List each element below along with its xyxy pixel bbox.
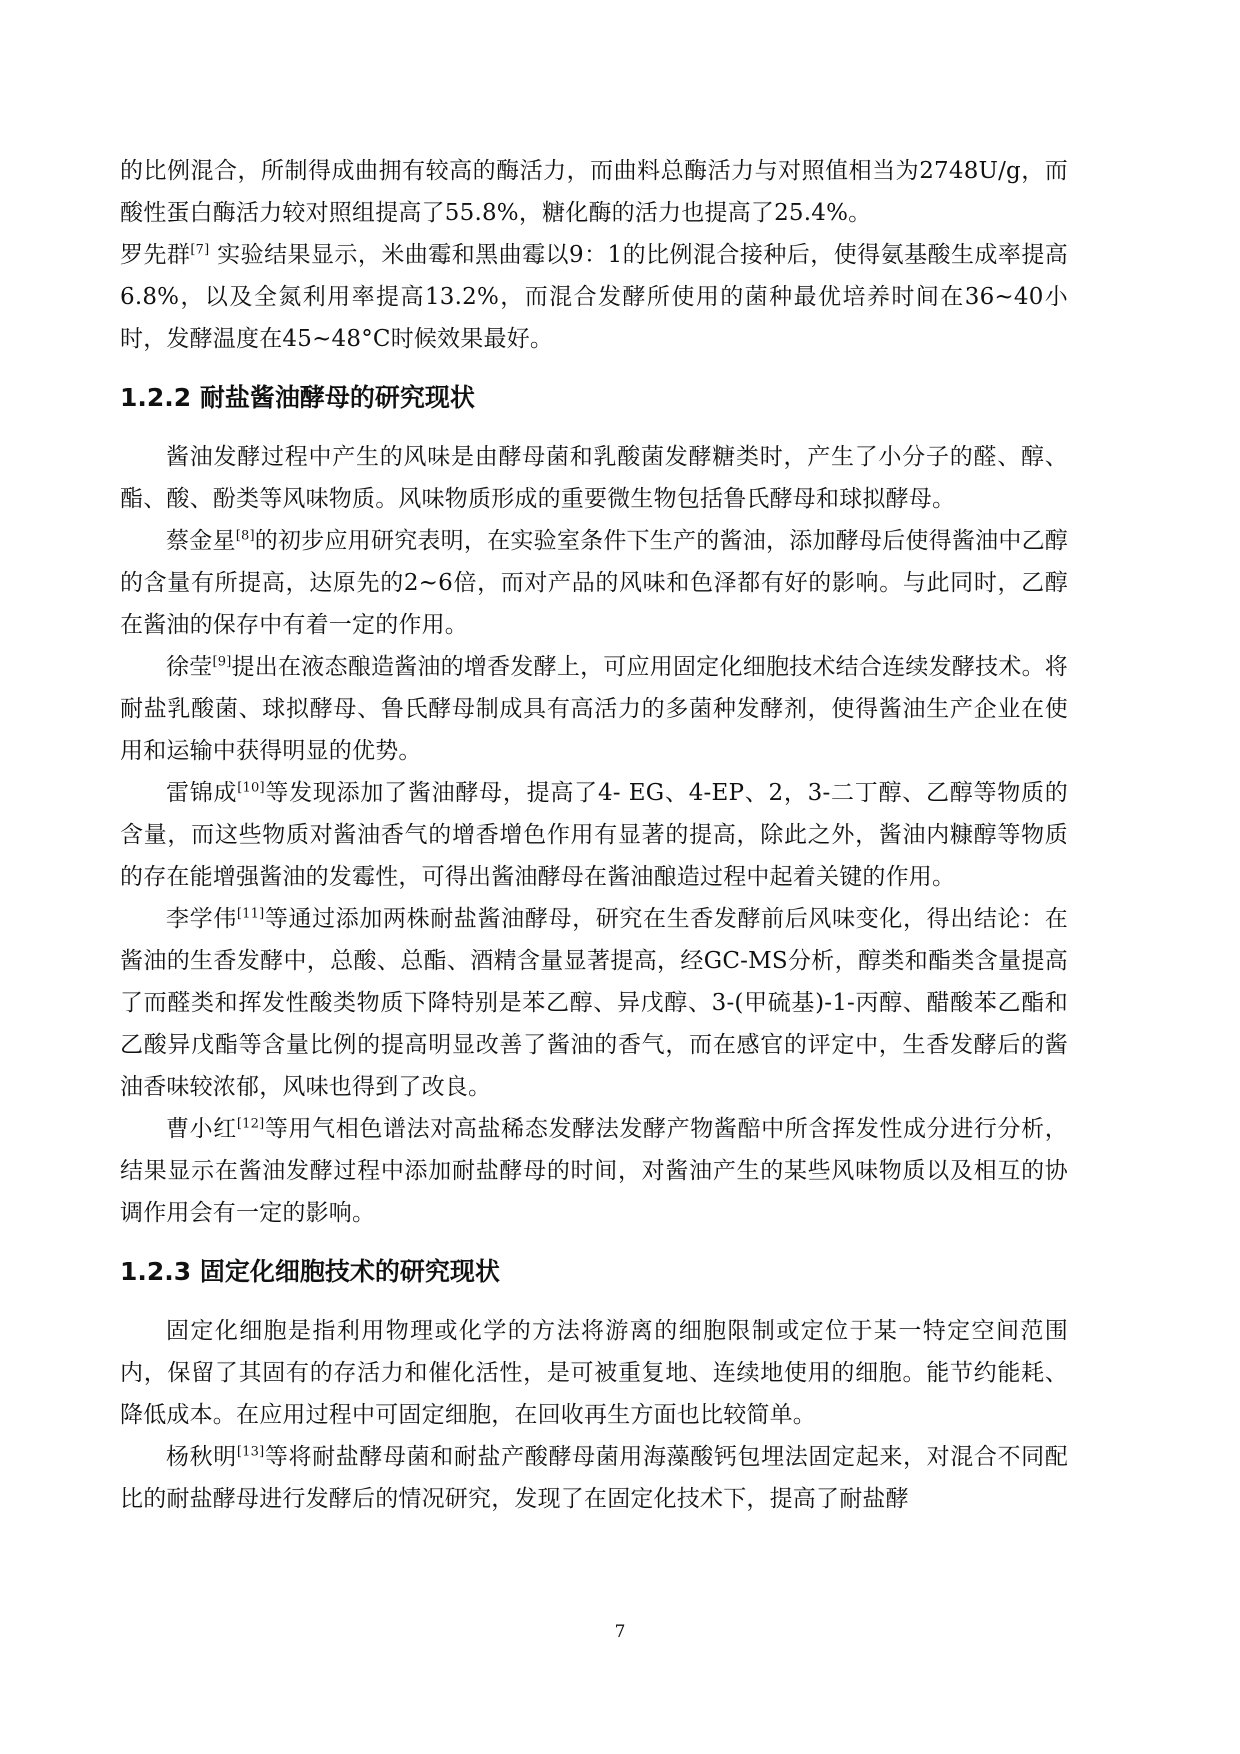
author-name: 李学伟 (166, 906, 237, 932)
paragraph-li-xuewei (120, 898, 1068, 1108)
paragraph-text: 的初步应用研究表明，在实验室条件下生产的酱油，添加酵母后使得酱油中乙醇的含量有所提高，达原先的2~6倍，而对产品的风味和色泽都有好的影响。与此同时，乙醇在酱油的保存中有着一定的作用。 (120, 528, 1069, 638)
section-heading-1-2-3: 1.2.3 固定化细胞技术的研究现状 (120, 1257, 500, 1286)
author-name: 罗先群 (120, 242, 191, 268)
author-name: 杨秋明 (166, 1444, 237, 1470)
paragraph-yang-qiuming (120, 1436, 1068, 1520)
section-heading-1-2-2: 1.2.2 耐盐酱油酵母的研究现状 (120, 383, 475, 412)
paragraph-cai-jinxing (120, 520, 1068, 646)
citation-ref[interactable]: [13] (236, 1444, 265, 1460)
author-name: 曹小红 (166, 1116, 237, 1142)
author-name: 徐莹 (166, 654, 213, 680)
paragraph-text: 等通过添加两株耐盐酱油酵母，研究在生香发酵前后风味变化，得出结论：在酱油的生香发酵中，总酸、总酯、酒精含量显著提高，经GC-MS分析，醇类和酯类含量提高了而醛类和挥发性酸类物质下降特别是苯乙醇、异戊醇、3-(甲硫基)-1-丙醇、醋酸苯乙酯和乙酸异戊酯等含量比例的提高明显改善了酱油的香气，而在感官的评定中，生香发酵后的酱油香味较浓郁，风味也得到了改良。 (120, 906, 1068, 1100)
author-name: 蔡金星 (166, 528, 236, 554)
paragraph-text: 等发现添加了酱油酵母，提高了4- EG、4-EP、2，3-二丁醇、乙醇等物质的含量，而这些物质对酱油香气的增香增色作用有显著的提高，除此之外，酱油内糠醇等物质的存在能增强酱油的发霉性，可得出酱油酵母在酱油酿造过程中起着关键的作用。 (120, 780, 1068, 890)
page-content (120, 150, 1068, 1520)
citation-ref[interactable]: [12] (236, 1116, 265, 1132)
paragraph-continued (120, 150, 1068, 234)
paragraph-text: 等将耐盐酵母菌和耐盐产酸酵母菌用海藻酸钙包埋法固定起来，对混合不同配比的耐盐酵母进行发酵后的情况研究，发现了在固定化技术下，提高了耐盐酵 (120, 1444, 1068, 1512)
author-name: 雷锦成 (166, 780, 238, 806)
paragraph-luo-xianqun (120, 234, 1068, 360)
citation-ref[interactable]: [9] (212, 654, 232, 670)
paragraph-flavor-intro (120, 436, 1068, 520)
paragraph-text: 的比例混合，所制得成曲拥有较高的酶活力，而曲料总酶活力与对照值相当为2748U/g，而酸性蛋白酶活力较对照组提高了55.8%，糖化酶的活力也提高了25.4%。 (120, 158, 1068, 226)
citation-ref[interactable]: [7] (190, 242, 210, 258)
paragraph-lei-jincheng (120, 772, 1068, 898)
paragraph-text: 等用气相色谱法对高盐稀态发酵法发酵产物酱醅中所含挥发性成分进行分析，结果显示在酱油发酵过程中添加耐盐酵母的时间，对酱油产生的某些风味物质以及相互的协调作用会有一定的影响。 (120, 1116, 1068, 1226)
page-number: 7 (614, 1622, 626, 1642)
citation-ref[interactable]: [11] (236, 906, 265, 922)
paragraph-text: 固定化细胞是指利用物理或化学的方法将游离的细胞限制或定位于某一特定空间范围内，保留了其固有的存活力和催化活性，是可被重复地、连续地使用的细胞。能节约能耗、降低成本。在应用过程中可固定细胞，在回收再生方面也比较简单。 (120, 1318, 1068, 1428)
paragraph-cao-xiaohong (120, 1108, 1068, 1234)
paragraph-text: 酱油发酵过程中产生的风味是由酵母菌和乳酸菌发酵糖类时，产生了小分子的醛、醇、酯、酸、酚类等风味物质。风味物质形成的重要微生物包括鲁氏酵母和球拟酵母。 (120, 444, 1068, 512)
paragraph-immobilized-intro (120, 1310, 1068, 1436)
paragraph-text: 提出在液态酿造酱油的增香发酵上，可应用固定化细胞技术结合连续发酵技术。将耐盐乳酸菌、球拟酵母、鲁氏酵母制成具有高活力的多菌种发酵剂，使得酱油生产企业在使用和运输中获得明显的优势。 (120, 654, 1069, 764)
citation-ref[interactable]: [10] (237, 780, 265, 796)
citation-ref[interactable]: [8] (235, 528, 255, 544)
paragraph-text: 实验结果显示，米曲霉和黑曲霉以9：1的比例混合接种后，使得氨基酸生成率提高6.8%，以及全氮利用率提高13.2%，而混合发酵所使用的菌种最优培养时间在36~40小时，发酵温度在45~48°C时候效果最好。 (120, 242, 1068, 352)
paragraph-xu-ying (120, 646, 1068, 772)
